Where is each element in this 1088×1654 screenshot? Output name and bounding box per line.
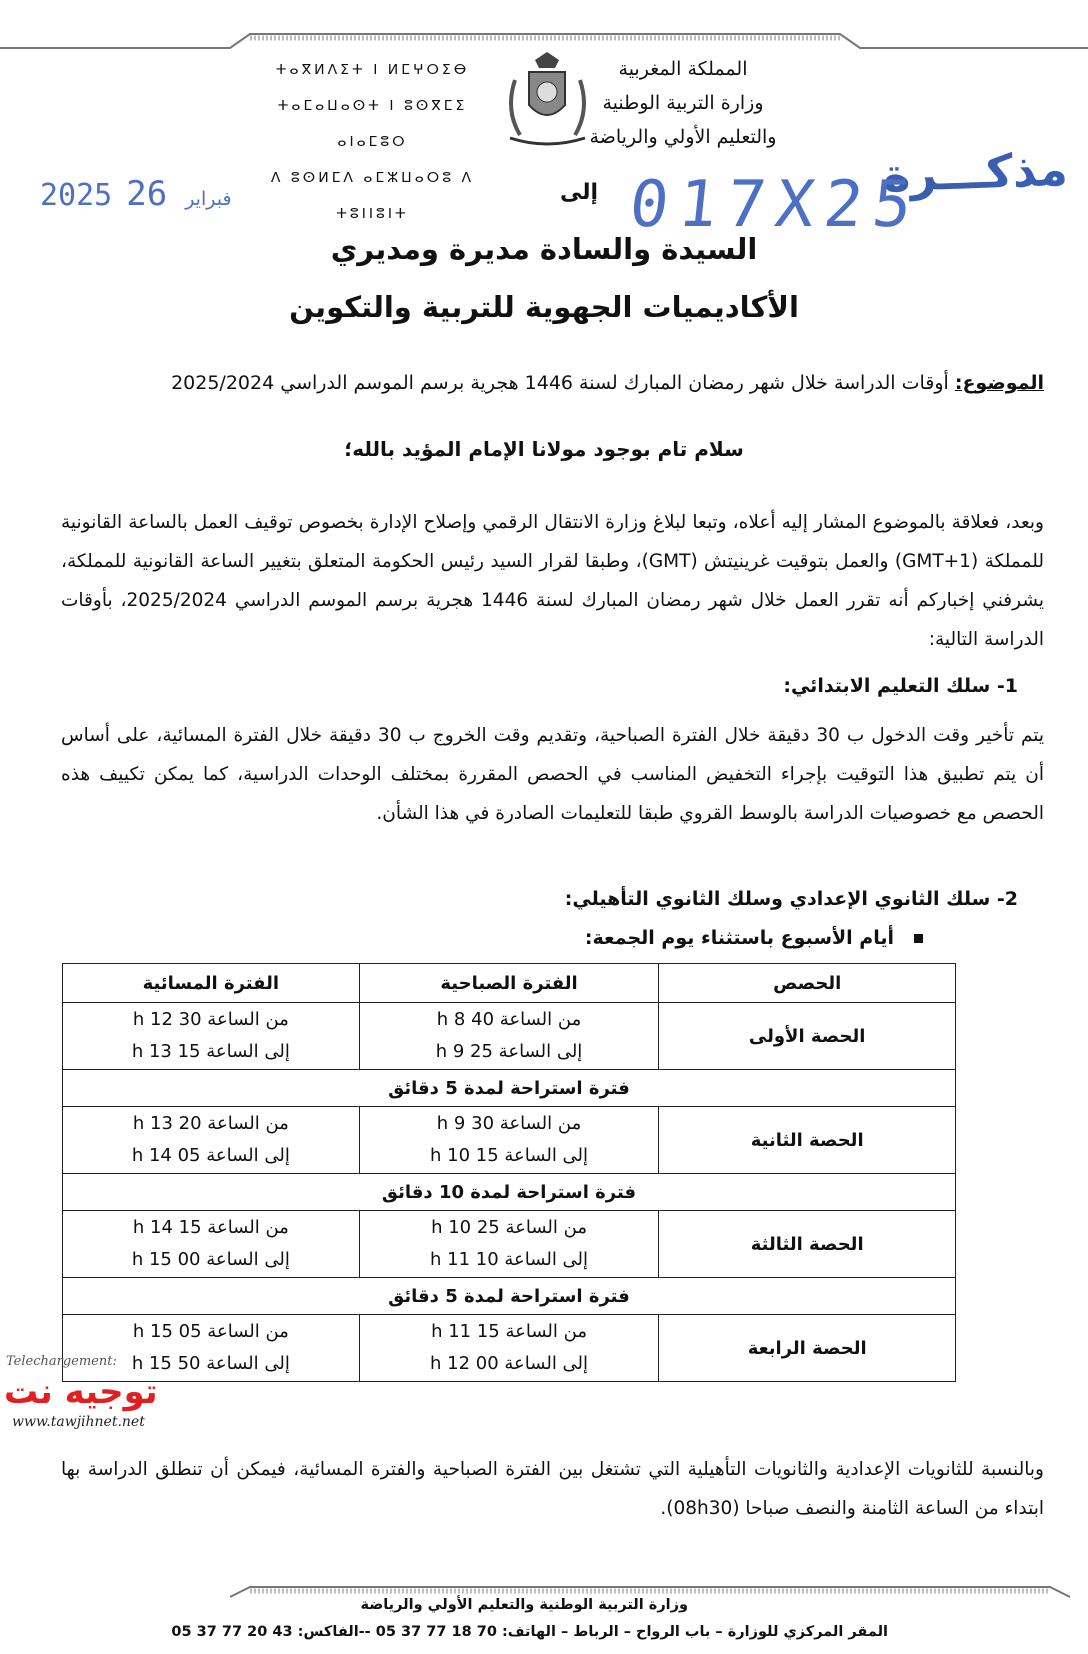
bullet-weekdays bbox=[585, 927, 923, 949]
coat-of-arms-icon bbox=[495, 50, 600, 150]
morning-from: من الساعة 15 h 11 bbox=[431, 1321, 587, 1342]
session-name: الحصة الأولى bbox=[659, 1003, 956, 1070]
greeting: سلام تام بوجود مولانا الإمام المؤيد بالله؛ bbox=[344, 437, 744, 461]
bullet-text: أيام الأسبوع باستثناء يوم الجمعة: bbox=[584, 927, 894, 949]
tifinagh-line1: ⵜⴰⴳⵍⴷⵉⵜ ⵏ ⵍⵎⵖⵔⵉⴱ bbox=[275, 62, 470, 78]
date-month: فبراير bbox=[185, 188, 232, 210]
subject-line bbox=[44, 372, 1044, 394]
addressee-line2: الأكاديميات الجهوية للتربية والتكوين bbox=[289, 290, 799, 324]
section-heading-secondary: 2- سلك الثانوي الإعدادي وسلك الثانوي التأهيلي: bbox=[564, 888, 1018, 910]
footer-ministry-name: وزارة التربية الوطنية والتعليم الأولي والرياضة bbox=[360, 1597, 688, 1613]
morning-cell bbox=[359, 1107, 659, 1174]
section-heading-primary: 1- سلك التعليم الابتدائي: bbox=[783, 675, 1018, 697]
watermark-url[interactable]: www.tawjihnet.net bbox=[12, 1414, 145, 1430]
evening-to: إلى الساعة 05 h 14 bbox=[131, 1145, 290, 1166]
body-paragraph-1: وبعد، فعلاقة بالموضوع المشار إليه أعلاه، وتبعا لبلاغ وزارة الانتقال الرقمي وإصلاح الإدارة بخصوص توقيف العمل بالساعة القانونية للمملكة (GMT+1) والعمل بتوقيت غرينيتش (GMT)، وطبقا لقرار السيد رئيس الحكومة المتعلق بتغيير الساعة القانونية للمملكة، يشرفني إخباركم أنه تقرر العمل خلال شهر رمضان المبارك لسنة 1446 هجرية برسم الموسم الدراسي 2025/2024، بأوقات الدراسة التالية: bbox=[61, 512, 1044, 650]
ministry-name-line2: والتعليم الأولي والرياضة bbox=[589, 126, 777, 148]
session-name: الحصة الرابعة bbox=[659, 1315, 956, 1382]
morning-cell bbox=[359, 1003, 659, 1070]
body-paragraph-3: وبالنسبة للثانويات الإعدادية والثانويات التأهيلية التي تشتغل بين الفترة الصباحية والفترة المسائية، فيمكن أن تنطلق الدراسة بها ابتداء من الساعة الثامنة والنصف صباحا (08h30). bbox=[61, 1459, 1044, 1519]
watermark-logo: توجيه نت bbox=[4, 1372, 158, 1412]
subject-text: أوقات الدراسة خلال شهر رمضان المبارك لسنة 1446 هجرية برسم الموسم الدراسي 2025/2024 bbox=[171, 372, 955, 394]
evening-from: من الساعة 20 h 13 bbox=[132, 1113, 289, 1134]
table-row bbox=[63, 1003, 956, 1070]
evening-from: من الساعة 30 h 12 bbox=[132, 1009, 289, 1030]
morning-from: من الساعة 40 h 8 bbox=[436, 1009, 582, 1030]
evening-cell bbox=[63, 1003, 360, 1070]
memo-stamp-label: مذكـــرة bbox=[882, 141, 1069, 203]
morning-to: إلى الساعة 10 h 11 bbox=[430, 1249, 589, 1270]
evening-to: إلى الساعة 15 h 13 bbox=[131, 1041, 290, 1062]
break-label: فترة استراحة لمدة 10 دقائق bbox=[63, 1174, 956, 1211]
bullet-square-icon bbox=[914, 934, 923, 943]
tifinagh-line2: ⵜⴰⵎⴰⵡⴰⵙⵜ ⵏ ⵓⵙⴳⵎⵉ ⴰⵏⴰⵎⵓⵔ bbox=[277, 98, 468, 150]
evening-to: إلى الساعة 50 h 15 bbox=[131, 1353, 290, 1374]
morning-to: إلى الساعة 00 h 12 bbox=[430, 1353, 589, 1374]
morning-to: إلى الساعة 25 h 9 bbox=[435, 1041, 583, 1062]
header-evening: الفترة المسائية bbox=[63, 964, 360, 1003]
break-row bbox=[63, 1278, 956, 1315]
schedule-table bbox=[62, 963, 956, 1382]
to-word: إلى bbox=[559, 180, 599, 205]
table-header-row bbox=[63, 964, 956, 1003]
footer-contact-info: المقر المركزي للوزارة – باب الرواح – الرباط – الهاتف: 70 18 77 37 05 --الفاكس: 43 20 77 37 05 bbox=[171, 1624, 888, 1640]
morning-to: إلى الساعة 15 h 10 bbox=[430, 1145, 589, 1166]
table-row bbox=[63, 1211, 956, 1278]
morning-cell bbox=[359, 1211, 659, 1278]
to-line bbox=[0, 180, 1088, 205]
header-morning: الفترة الصباحية bbox=[359, 964, 659, 1003]
morning-from: من الساعة 25 h 10 bbox=[431, 1217, 587, 1238]
break-row bbox=[63, 1174, 956, 1211]
table-row bbox=[63, 1315, 956, 1382]
tifinagh-ministry-block bbox=[240, 52, 505, 232]
tifinagh-line3: ⴷ ⵓⵙⵍⵎⴷ ⴰⵎⵣⵡⴰⵔⵓ ⴷ ⵜⵓⵏⵏⵓⵏⵜ bbox=[270, 170, 475, 222]
kingdom-name: المملكة المغربية bbox=[618, 58, 748, 80]
break-row bbox=[63, 1070, 956, 1107]
break-label: فترة استراحة لمدة 5 دقائق bbox=[63, 1278, 956, 1315]
evening-to: إلى الساعة 00 h 15 bbox=[131, 1249, 290, 1270]
body-paragraph-2: يتم تأخير وقت الدخول ب 30 دقيقة خلال الفترة الصباحية، وتقديم وقت الخروج ب 30 دقيقة خلال الفترة المسائية، على أساس أن يتم تطبيق هذا التوقيت بإجراء التخفيض المناسب في الحصص المقررة بمختلف الوحدات الدراسية، كما يمكن تكييف هذه الحصص مع خصوصيات الدراسة بالوسط القروي طبقا للتعليمات الصادرة في هذا الشأن. bbox=[61, 725, 1044, 824]
morning-cell bbox=[359, 1315, 659, 1382]
date-year: 2025 bbox=[40, 178, 113, 213]
break-label: فترة استراحة لمدة 5 دقائق bbox=[63, 1070, 956, 1107]
ministry-name-line1: وزارة التربية الوطنية bbox=[602, 92, 764, 114]
table-row bbox=[63, 1107, 956, 1174]
memo-number-stamp: 017X25 bbox=[626, 168, 926, 242]
watermark-caption: Telechargement: bbox=[6, 1354, 117, 1369]
session-name: الحصة الثالثة bbox=[659, 1211, 956, 1278]
evening-cell bbox=[63, 1107, 360, 1174]
session-name: الحصة الثانية bbox=[659, 1107, 956, 1174]
evening-from: من الساعة 15 h 14 bbox=[132, 1217, 289, 1238]
subject-label: الموضوع: bbox=[954, 372, 1044, 394]
evening-from: من الساعة 05 h 15 bbox=[132, 1321, 289, 1342]
addressee-line1: السيدة والسادة مديرة ومديري bbox=[330, 232, 758, 266]
header-sessions: الحصص bbox=[659, 964, 956, 1003]
evening-cell bbox=[63, 1211, 360, 1278]
morning-from: من الساعة 30 h 9 bbox=[436, 1113, 582, 1134]
date-day: 26 bbox=[126, 174, 168, 214]
